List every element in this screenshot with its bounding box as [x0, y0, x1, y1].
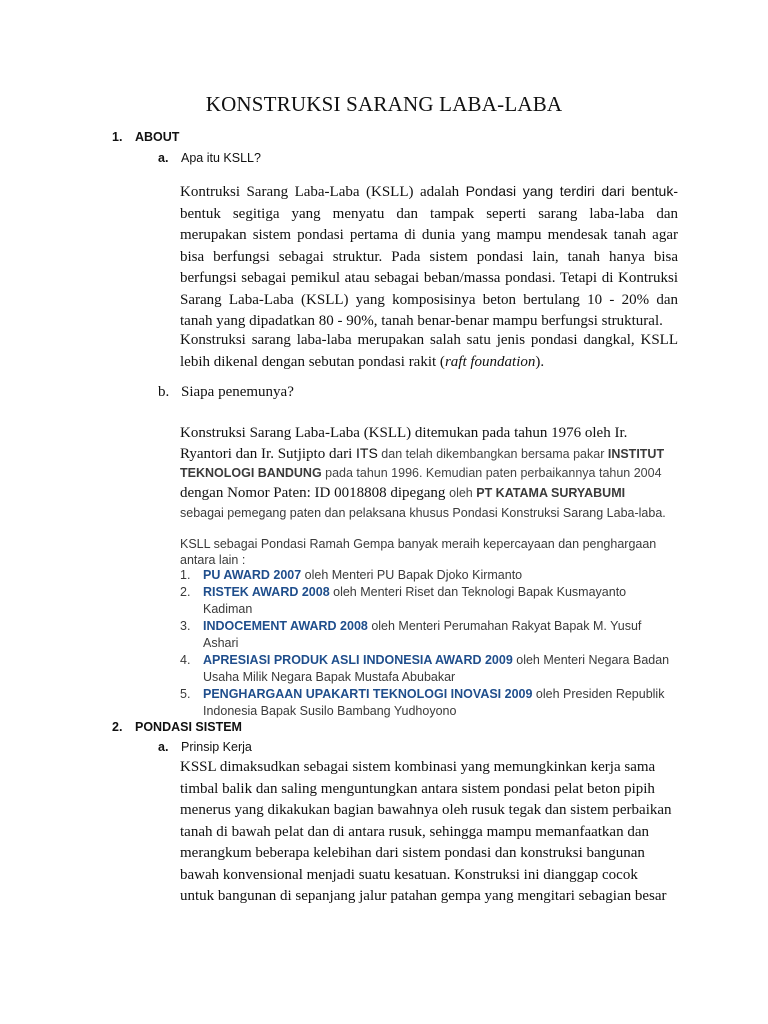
para-line: sebagai pemegang paten dan pelaksana khusus Pondasi Konstruksi Sarang Laba-laba.: [180, 506, 666, 520]
para-line: bawah konvensional menjadi suatu kesatuan. Konstruksi ini dianggap cocok: [180, 866, 638, 883]
para-line: [180, 464, 680, 482]
paragraph-inventor: [180, 423, 680, 522]
para-line: Konstruksi sarang laba-laba merupakan salah satu jenis pondasi dangkal, KSLL: [180, 332, 678, 348]
list-item: [180, 653, 700, 670]
page-title: KONSTRUKSI SARANG LABA-LABA: [205, 92, 563, 116]
award-detail: oleh Menteri Negara Badan: [512, 653, 670, 667]
highlight-institution: TEKNOLOGI BANDUNG: [180, 466, 322, 480]
para-text: Kontruksi Sarang Laba-Laba (KSLL) adalah: [180, 184, 466, 200]
para-text: lebih dikenal dengan sebutan pondasi rakit (: [180, 353, 445, 370]
award-detail: oleh Menteri Perumahan Rakyat Bapak M. Yusuf: [367, 619, 642, 633]
list-item-continuation: [180, 602, 700, 619]
award-detail: oleh Menteri Riset dan Teknologi Bapak Kusmayanto: [329, 585, 627, 599]
award-name: INDOCEMENT AWARD 2008: [203, 619, 368, 633]
para-line: merupakan sistem pondasi pertama di dunia yang mampu mendesak tanah agar: [180, 227, 678, 243]
sub-a-letter: a.: [158, 151, 169, 165]
para-line: untuk bangunan di sepanjang jalur patahan gempa yang mengitari sebagian besar: [180, 888, 667, 904]
para-line: [180, 482, 680, 504]
sub-a-letter: a.: [158, 740, 169, 754]
list-number: 4.: [180, 653, 191, 667]
para-line: [180, 181, 678, 204]
list-item: [180, 687, 700, 704]
paragraph-working-principle: [180, 757, 678, 908]
para-line: [180, 352, 678, 374]
para-line: bisa berfungsi sebagai struktur. Pada sistem pondasi lain, tanah hanya bisa: [180, 248, 678, 265]
para-line: bentuk segitiga yang menyatu dan tampak seperti sarang laba-laba dan: [180, 205, 678, 222]
para-line: tanah yang dipadatkan 80 - 90%, tanah benar-benar mampu berfungsi struktural.: [180, 313, 663, 329]
sub-a-title: Prinsip Kerja: [181, 740, 252, 754]
para-text: dan telah dikembangkan bersama pakar: [377, 447, 608, 461]
paragraph-what-is-ksll: [180, 181, 678, 333]
list-number: 1.: [180, 568, 191, 582]
list-item: [180, 585, 700, 602]
para-text: oleh: [449, 486, 477, 500]
awards-intro: [180, 536, 700, 568]
para-text: ITS: [356, 445, 378, 461]
section-2-number: 2.: [112, 720, 123, 734]
sub-b-letter: b.: [158, 384, 170, 400]
list-item-continuation: [180, 704, 700, 721]
list-item-continuation: [180, 670, 700, 687]
para-line: [180, 443, 680, 464]
para-text: dengan Nomor Paten: ID 0018808 dipegang: [180, 485, 450, 501]
awards-list: [180, 568, 700, 721]
para-line: KSSL dimaksudkan sebagai sistem kombinasi yang memungkinkan kerja sama: [180, 759, 656, 775]
italic-term: raft foundation: [444, 353, 536, 370]
highlight-institution: INSTITUT: [607, 447, 665, 461]
para-line: timbal balik dan saling menguntungkan antara sistem pondasi pelat beton pipih: [180, 780, 655, 797]
award-detail: oleh Presiden Republik: [532, 687, 665, 701]
para-line: KSLL sebagai Pondasi Ramah Gempa banyak meraih kepercayaan dan penghargaan: [180, 537, 657, 551]
paragraph-raft: [180, 330, 678, 373]
award-name: RISTEK AWARD 2008: [203, 585, 330, 599]
para-line: menerus yang dikakukan bagian bawahnya oleh rusuk tegak dan sistem perbaikan: [180, 802, 672, 818]
award-detail: Kadiman: [203, 602, 253, 616]
award-name: PU AWARD 2007: [203, 568, 302, 582]
award-detail: Ashari: [203, 636, 239, 650]
para-line: berfungsi sebagai pemikul atau sebagai beban/massa pondasi. Tetapi di Kontruksi: [180, 270, 678, 286]
award-name: PENGHARGAAN UPAKARTI TEKNOLOGI INOVASI 2009: [203, 687, 533, 701]
sub-b-title: Siapa penemunya?: [181, 384, 294, 400]
section-2-heading: PONDASI SISTEM: [135, 720, 242, 734]
para-text-sans: Pondasi yang terdiri dari bentuk-: [465, 183, 678, 199]
para-line: merangkum beberapa kelebihan dari sistem pondasi dan konstruksi bangunan: [180, 845, 645, 861]
list-number: 5.: [180, 687, 191, 701]
award-detail: oleh Menteri PU Bapak Djoko Kirmanto: [301, 568, 523, 582]
award-detail: Usaha Milik Negara Bapak Mustafa Abubakar: [203, 670, 456, 684]
list-number: 3.: [180, 619, 191, 633]
para-text: ).: [535, 353, 545, 370]
para-text: Ryantori dan Ir. Sutjipto dari: [180, 446, 357, 462]
para-line: Sarang Laba-Laba (KSLL) yang komposisinya beton bertulang 10 - 20% dan: [180, 291, 678, 308]
para-text: pada tahun 1996. Kemudian paten perbaikannya tahun 2004: [321, 466, 662, 480]
para-line: antara lain :: [180, 553, 246, 567]
sub-a-title: Apa itu KSLL?: [181, 151, 261, 165]
list-item: [180, 619, 700, 636]
highlight-company: PT KATAMA SURYABUMI: [476, 486, 626, 500]
award-name: APRESIASI PRODUK ASLI INDONESIA AWARD 2009: [203, 653, 513, 667]
section-1-number: 1.: [112, 130, 123, 144]
section-1-heading: ABOUT: [135, 130, 180, 144]
para-line: tanah di bawah pelat dan di antara rusuk, sehingga mampu memanfaatkan dan: [180, 823, 649, 840]
list-number: 2.: [180, 585, 191, 599]
para-line: Konstruksi Sarang Laba-Laba (KSLL) ditemukan pada tahun 1976 oleh Ir.: [180, 425, 628, 441]
award-detail: Indonesia Bapak Susilo Bambang Yudhoyono: [203, 704, 457, 718]
list-item-continuation: [180, 636, 700, 653]
list-item: [180, 568, 700, 585]
